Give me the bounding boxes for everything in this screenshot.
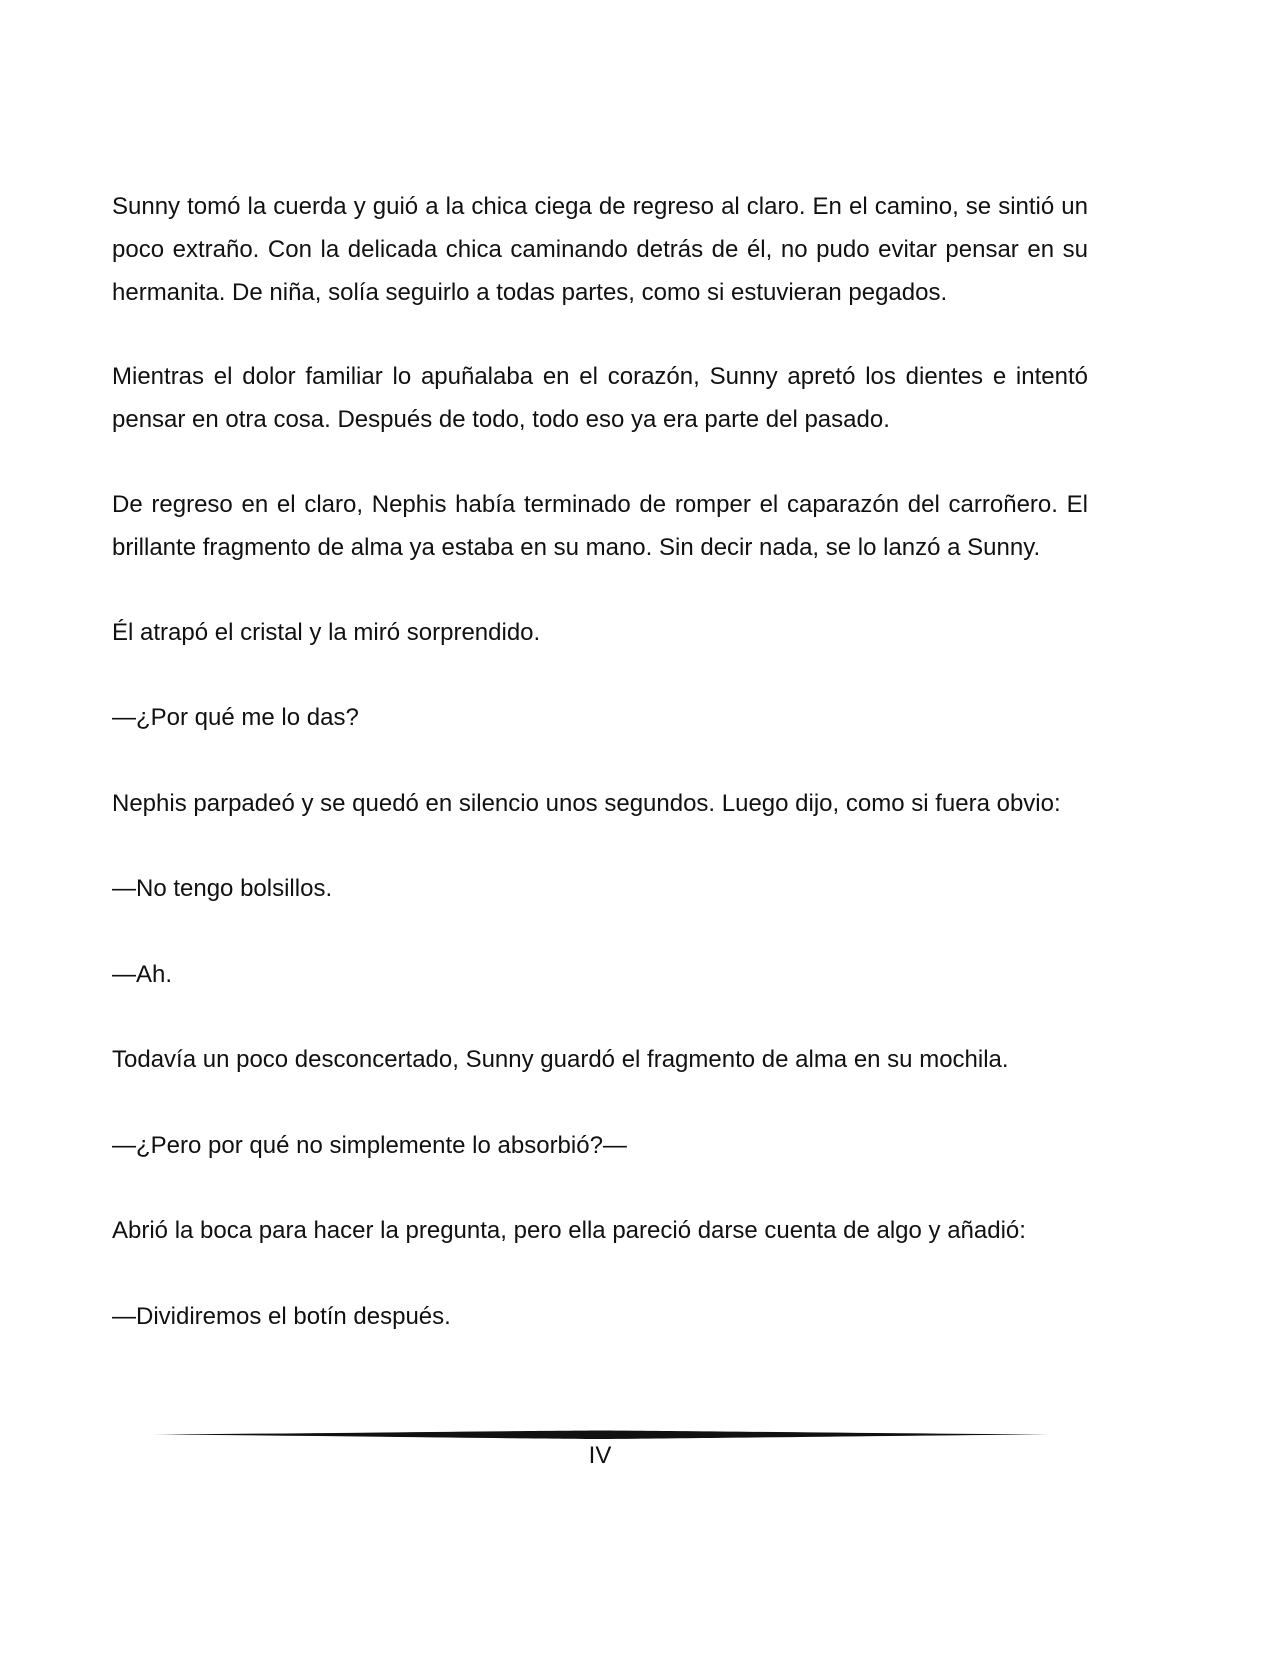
paragraph-4: Él atrapó el cristal y la miró sorprendido.: [112, 619, 541, 646]
paragraph-1: Sunny tomó la cuerda y guió a la chica ciega de regreso al claro. En el camino, se sintió un poco extraño. Con la delicada chica caminando detrás de él, no pudo evitar pensar en su hermanita. De niña, solía seguirlo a todas partes, como si estuvieran pegados.: [112, 193, 1088, 306]
paragraph-3: De regreso en el claro, Nephis había terminado de romper el caparazón del carroñero. El brillante fragmento de alma ya estaba en su mano. Sin decir nada, se lo lanzó a Sunny.: [112, 491, 1088, 561]
page-number: IV: [588, 1442, 612, 1469]
paragraph-10-dialogue: —¿Pero por qué no simplemente lo absorbió?—: [112, 1132, 627, 1159]
paragraph-5-dialogue: —¿Por qué me lo das?: [112, 704, 359, 731]
paragraph-7-dialogue: —No tengo bolsillos.: [112, 875, 333, 902]
paragraph-12-dialogue: —Dividiremos el botín después.: [112, 1303, 451, 1330]
paragraph-2: Mientras el dolor familiar lo apuñalaba en el corazón, Sunny apretó los dientes e intentó pensar en otra cosa. Después de todo, todo eso ya era parte del pasado.: [112, 363, 1088, 433]
paragraph-9: Todavía un poco desconcertado, Sunny guardó el fragmento de alma en su mochila.: [112, 1046, 1009, 1073]
paragraph-6: Nephis parpadeó y se quedó en silencio unos segundos. Luego dijo, como si fuera obvio:: [112, 790, 1061, 817]
footer-divider: [152, 1428, 1048, 1442]
paragraph-8-dialogue: —Ah.: [112, 961, 173, 988]
paragraph-11: Abrió la boca para hacer la pregunta, pero ella pareció darse cuenta de algo y añadió:: [112, 1217, 1026, 1244]
